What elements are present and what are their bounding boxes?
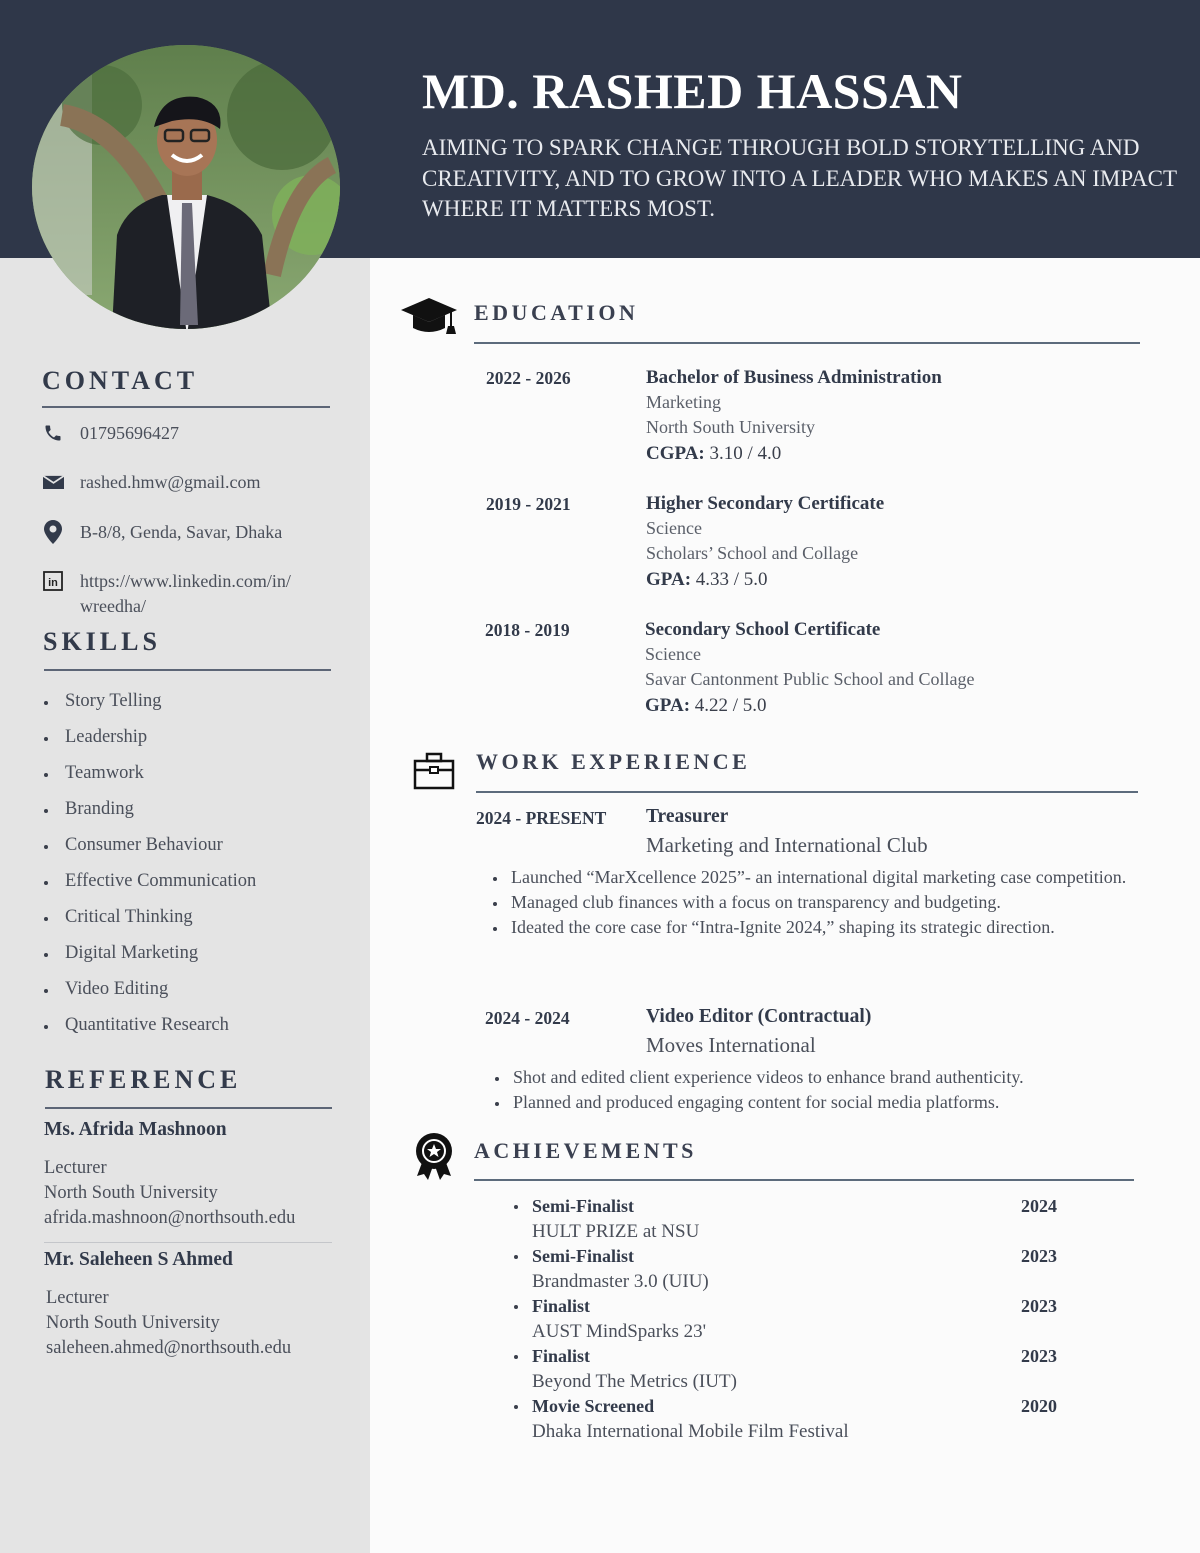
skills-divider xyxy=(44,669,331,671)
briefcase-icon xyxy=(413,752,455,795)
achievement-item xyxy=(512,1344,1057,1394)
bullet-icon xyxy=(44,809,48,813)
education-school: Savar Cantonment Public School and Collage xyxy=(645,669,975,689)
skill-item: Story Telling xyxy=(44,683,256,719)
contact-address xyxy=(42,520,340,545)
education-entry xyxy=(645,617,974,720)
education-degree: Secondary School Certificate xyxy=(645,619,881,640)
education-heading: EDUCATION xyxy=(474,300,639,325)
bullet-icon xyxy=(44,881,48,885)
work-bullet: Launched “MarXcellence 2025”- an international digital marketing case competition. xyxy=(489,865,1139,890)
skill-item: Critical Thinking xyxy=(44,899,256,935)
contact-heading: CONTACT xyxy=(42,366,199,395)
email-address[interactable]: rashed.hmw@gmail.com xyxy=(80,472,261,492)
candidate-name: MD. RASHED HASSAN xyxy=(422,63,963,119)
education-school: North South University xyxy=(646,417,815,437)
work-bullet: Planned and produced engaging content for social media platforms. xyxy=(491,1090,1141,1115)
reference-details xyxy=(46,1286,291,1361)
education-school: Scholars’ School and Collage xyxy=(646,543,859,563)
reference-divider xyxy=(45,1107,332,1109)
education-divider xyxy=(474,342,1140,344)
linkedin-icon xyxy=(42,570,64,592)
envelope-icon xyxy=(42,471,64,493)
work-bullet: Managed club finances with a focus on transparency and budgeting. xyxy=(489,890,1139,915)
skill-item: Leadership xyxy=(44,719,256,755)
education-gpa: GPA: 4.33 / 5.0 xyxy=(646,569,768,590)
location-pin-icon xyxy=(42,521,64,543)
reference-email[interactable]: saleheen.ahmed@northsouth.edu xyxy=(46,1338,292,1358)
achievement-title: Movie Screened xyxy=(512,1396,654,1417)
achievement-item xyxy=(512,1294,1057,1344)
achievement-event: Beyond The Metrics (IUT) xyxy=(532,1371,737,1392)
achievement-year: 2023 xyxy=(1021,1296,1057,1316)
profile-photo xyxy=(32,45,340,329)
achievements-heading: ACHIEVEMENTS xyxy=(474,1138,697,1163)
work-role: Treasurer xyxy=(646,806,729,827)
work-bullets xyxy=(489,865,1139,940)
work-role: Video Editor (Contractual) xyxy=(646,1006,872,1027)
education-gpa: GPA: 4.22 / 5.0 xyxy=(645,695,767,716)
work-bullet: Shot and edited client experience videos to enhance brand authenticity. xyxy=(491,1065,1141,1090)
svg-text:in: in xyxy=(48,577,58,589)
education-years: 2019 - 2021 xyxy=(486,494,571,514)
achievement-title: Semi-Finalist xyxy=(512,1246,634,1267)
address-text: B-8/8, Genda, Savar, Dhaka xyxy=(80,522,283,542)
work-organization: Marketing and International Club xyxy=(646,833,928,857)
work-heading: WORK EXPERIENCE xyxy=(476,749,751,774)
achievement-title: Finalist xyxy=(512,1346,590,1367)
reference-email[interactable]: afrida.mashnoon@northsouth.edu xyxy=(44,1208,296,1228)
work-years: 2024 - PRESENT xyxy=(476,808,607,828)
education-entry xyxy=(646,491,884,594)
graduation-cap-icon xyxy=(399,296,461,341)
linkedin-url[interactable]: https://www.linkedin.com/in/ wreedha/ xyxy=(80,571,291,616)
achievement-year: 2024 xyxy=(1021,1196,1057,1216)
bullet-icon xyxy=(44,773,48,777)
education-years: 2022 - 2026 xyxy=(486,368,571,388)
skills-heading: SKILLS xyxy=(43,627,161,656)
skill-item: Quantitative Research xyxy=(44,1007,256,1043)
skill-item: Teamwork xyxy=(44,755,256,791)
achievements-divider xyxy=(474,1179,1134,1181)
bullet-icon xyxy=(44,845,48,849)
achievement-event: Brandmaster 3.0 (UIU) xyxy=(532,1271,709,1292)
work-organization: Moves International xyxy=(646,1033,816,1057)
bullet-icon xyxy=(44,989,48,993)
bullet-icon xyxy=(44,701,48,705)
work-bullets xyxy=(491,1065,1141,1115)
contact-email xyxy=(42,470,340,495)
skill-item: Digital Marketing xyxy=(44,935,256,971)
achievement-year: 2023 xyxy=(1021,1246,1057,1266)
bullet-icon xyxy=(44,737,48,741)
skill-item: Consumer Behaviour xyxy=(44,827,256,863)
reference-heading: REFERENCE xyxy=(45,1065,242,1094)
work-years: 2024 - 2024 xyxy=(485,1008,570,1028)
education-entry xyxy=(646,365,942,468)
achievement-item xyxy=(512,1194,1057,1244)
phone-number[interactable]: 01795696427 xyxy=(80,423,179,443)
achievement-event: HULT PRIZE at NSU xyxy=(532,1221,700,1242)
reference-details xyxy=(44,1156,295,1231)
contact-divider xyxy=(42,406,330,408)
education-years: 2018 - 2019 xyxy=(485,620,570,640)
reference-name: Ms. Afrida Mashnoon xyxy=(44,1119,227,1140)
achievement-title: Finalist xyxy=(512,1296,590,1317)
skill-item: Branding xyxy=(44,791,256,827)
profile-photo-illustration xyxy=(32,45,340,329)
contact-linkedin xyxy=(42,569,340,619)
reference-name: Mr. Saleheen S Ahmed xyxy=(44,1249,233,1270)
education-major: Science xyxy=(646,518,702,538)
bullet-icon xyxy=(44,953,48,957)
reference-separator xyxy=(44,1242,332,1243)
achievement-event: Dhaka International Mobile Film Festival xyxy=(532,1421,849,1442)
skill-item: Effective Communication xyxy=(44,863,256,899)
education-major: Science xyxy=(645,644,701,664)
education-degree: Bachelor of Business Administration xyxy=(646,367,942,388)
education-degree: Higher Secondary Certificate xyxy=(646,493,885,514)
achievement-title: Semi-Finalist xyxy=(512,1196,634,1217)
achievement-event: AUST MindSparks 23' xyxy=(532,1321,707,1342)
career-objective: AIMING TO SPARK CHANGE THROUGH BOLD STORYTELLING AND CREATIVITY, AND TO GROW INTO A LEADER WHO MAKES AN IMPACT WHERE IT MATTERS MOST. xyxy=(422,135,1177,221)
reference-position: Lecturer xyxy=(44,1158,107,1178)
phone-icon xyxy=(42,422,64,444)
achievement-year: 2023 xyxy=(1021,1346,1057,1366)
reference-position: Lecturer xyxy=(46,1288,109,1308)
reference-org: North South University xyxy=(44,1183,218,1203)
achievement-item xyxy=(512,1244,1057,1294)
bullet-icon xyxy=(44,1025,48,1029)
education-major: Marketing xyxy=(646,392,721,412)
contact-phone xyxy=(42,421,340,446)
skills-list xyxy=(44,683,256,1043)
award-ribbon-icon xyxy=(413,1132,455,1185)
reference-org: North South University xyxy=(46,1313,220,1333)
education-gpa: CGPA: 3.10 / 4.0 xyxy=(646,443,782,464)
achievement-year: 2020 xyxy=(1021,1396,1057,1416)
achievement-item xyxy=(512,1394,1057,1444)
skill-item: Video Editing xyxy=(44,971,256,1007)
work-bullet: Ideated the core case for “Intra-Ignite 2024,” shaping its strategic direction. xyxy=(489,915,1139,940)
work-divider xyxy=(476,791,1138,793)
bullet-icon xyxy=(44,917,48,921)
